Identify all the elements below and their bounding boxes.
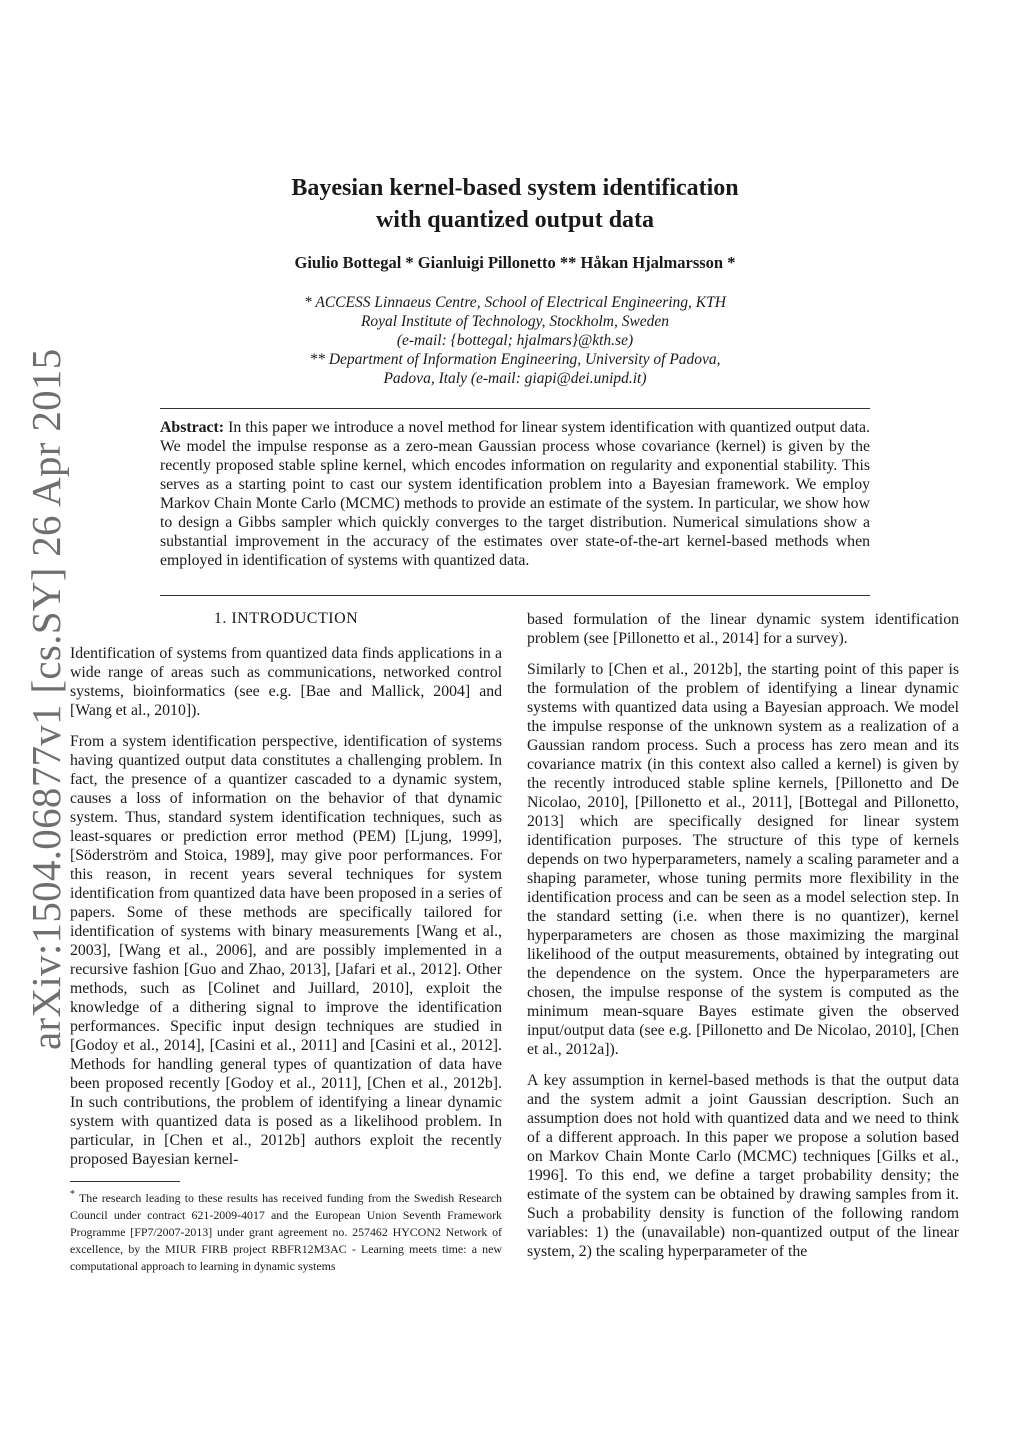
affiliation-line: ** Department of Information Engineering, University of Padova,	[309, 351, 721, 368]
authors: Giulio Bottegal * Gianluigi Pillonetto ** Håkan Hjalmarsson *	[294, 253, 736, 272]
paragraph: Identification of systems from quantized data finds applications in a wide range of areas such as communications, networked control systems, bioinformatics (see e.g. [Bae and Mallick, 2004] and [Wang et al., 2010]).	[70, 645, 502, 719]
paragraph: From a system identification perspective, identification of systems having quantized output data constitutes a challenging problem. In fact, the presence of a quantizer cascaded to a dynamic system, causes a loss of information on the behavior of that dynamic system. Thus, standard system identification techniques, such as least-squares or prediction error method (PEM) [Ljung, 1999], [Söderström and Stoica, 1989], may give poor performances. For this reason, in recent years several techniques for system identification from quantized data have been proposed in a series of papers. Some of these methods are specifically tailored for identification of systems with binary measurements [Wang et al., 2003], [Wang et al., 2006], and are possibly implemented in a recursive fashion [Guo and Zhao, 2013], [Jafari et al., 2012]. Other methods, such as [Colinet and Juillard, 2010], exploit the knowledge of a dithering signal to improve the identification performances. Specific input design techniques are studied in [Godoy et al., 2014], [Casini et al., 2011] and [Casini et al., 2012]. Methods for handling general types of quantization of data have been proposed recently [Godoy et al., 2011], [Chen et al., 2012b]. In such contributions, the problem of identifying a linear dynamic system with quantized data is posed as a likelihood problem. In particular, in [Chen et al., 2012b] authors exploit the recently proposed Bayesian kernel-	[70, 733, 502, 1168]
paragraph: A key assumption in kernel-based methods is that the output data and the system admit a joint Gaussian description. Such an assumption does not hold with quantized data and we need to think of a different approach. In this paper we propose a solution based on Markov Chain Monte Carlo (MCMC) techniques [Gilks et al., 1996]. To this end, we define a target probability density; the estimate of the system can be obtained by drawing samples from it. Such a probability density is function of the following random variables: 1) the (unavailable) non-quantized output of the linear system, 2) the scaling hyperparameter of the	[527, 1072, 959, 1260]
footnote-text: The research leading to these results has received funding from the Swedish Research Council under contract 621-2009-4017 and the European Union Seventh Framework Programme [FP7/2007-2013] under grant agreement no. 257462 HYCON2 Network of excellence, by the MIUR FIRB project RBFR12M3AC - Learning meets time: a new computational approach to learning in dynamic systems	[70, 1190, 502, 1273]
title-line-2: with quantized output data	[375, 207, 655, 233]
abstract-top-rule	[160, 408, 870, 409]
section-heading: 1. INTRODUCTION	[213, 610, 359, 627]
paragraph: Similarly to [Chen et al., 2012b], the starting point of this paper is the formulation of the problem of identifying a linear dynamic systems with quantized data using a Bayesian approach. We model the impulse response of the unknown system as a realization of a Gaussian random process. Such a process has zero mean and its covariance matrix (in this context also called a kernel) is given by the recently introduced stable spline kernels, [Pillonetto and De Nicolao, 2010], [Pillonetto et al., 2011], [Bottegal and Pillonetto, 2013] which are specifically designed for linear system identification purposes. The structure of this type of kernels depends on two hyperparameters, namely a scaling parameter and a shaping parameter, whose tuning permits more flexibility in the identification process and can be seen as a model selection step. In the standard setting (i.e. when there is no quantizer), kernel hyperparameters are chosen as those maximizing the marginal likelihood of the output measurements, obtained by integrating out the dependence on the system. Once the hyperparameters are chosen, the impulse response of the system is computed as the minimum mean-square Bayes estimate given the observed input/output data (see e.g. [Pillonetto and De Nicolao, 2010], [Chen et al., 2012a]).	[527, 661, 959, 1058]
affiliation-line: * ACCESS Linnaeus Centre, School of Electrical Engineering, KTH	[304, 294, 726, 311]
abstract-label: Abstract:	[160, 419, 225, 436]
affiliation-line: Royal Institute of Technology, Stockholm, Sweden	[360, 313, 670, 330]
title-line-1: Bayesian kernel-based system identification	[291, 175, 739, 201]
footnote-marker: *	[70, 1189, 75, 1200]
paper-title	[160, 172, 870, 236]
affiliation-line: (e-mail: {bottegal; hjalmars}@kth.se)	[396, 332, 634, 349]
affiliations	[200, 293, 830, 388]
abstract-bottom-rule	[160, 595, 870, 596]
paragraph: based formulation of the linear dynamic system identification problem (see [Pillonetto et al., 2014] for a survey).	[527, 611, 959, 647]
footnote	[70, 1186, 502, 1275]
footnote-rule	[70, 1181, 180, 1182]
arxiv-stamp: arXiv:1504.06877v1 [cs.SY] 26 Apr 2015	[23, 348, 69, 1050]
abstract	[160, 418, 870, 570]
abstract-text: In this paper we introduce a novel method for linear system identification with quantized output data. We model the impulse response as a zero-mean Gaussian process whose covariance (kernel) is given by the recently proposed stable spline kernel, which encodes information on regularity and exponential stability. This serves as a starting point to cast our system identification problem into a Bayesian framework. We employ Markov Chain Monte Carlo (MCMC) methods to provide an estimate of the system. In particular, we show how to design a Gibbs sampler which quickly converges to the target distribution. Numerical simulations show a substantial improvement in the accuracy of the estimates over state-of-the-art kernel-based methods when employed in identification of systems with quantized data.	[160, 419, 870, 569]
right-column	[527, 610, 959, 1273]
left-column	[70, 607, 502, 1275]
affiliation-line: Padova, Italy (e-mail: giapi@dei.unipd.it)	[383, 370, 647, 387]
